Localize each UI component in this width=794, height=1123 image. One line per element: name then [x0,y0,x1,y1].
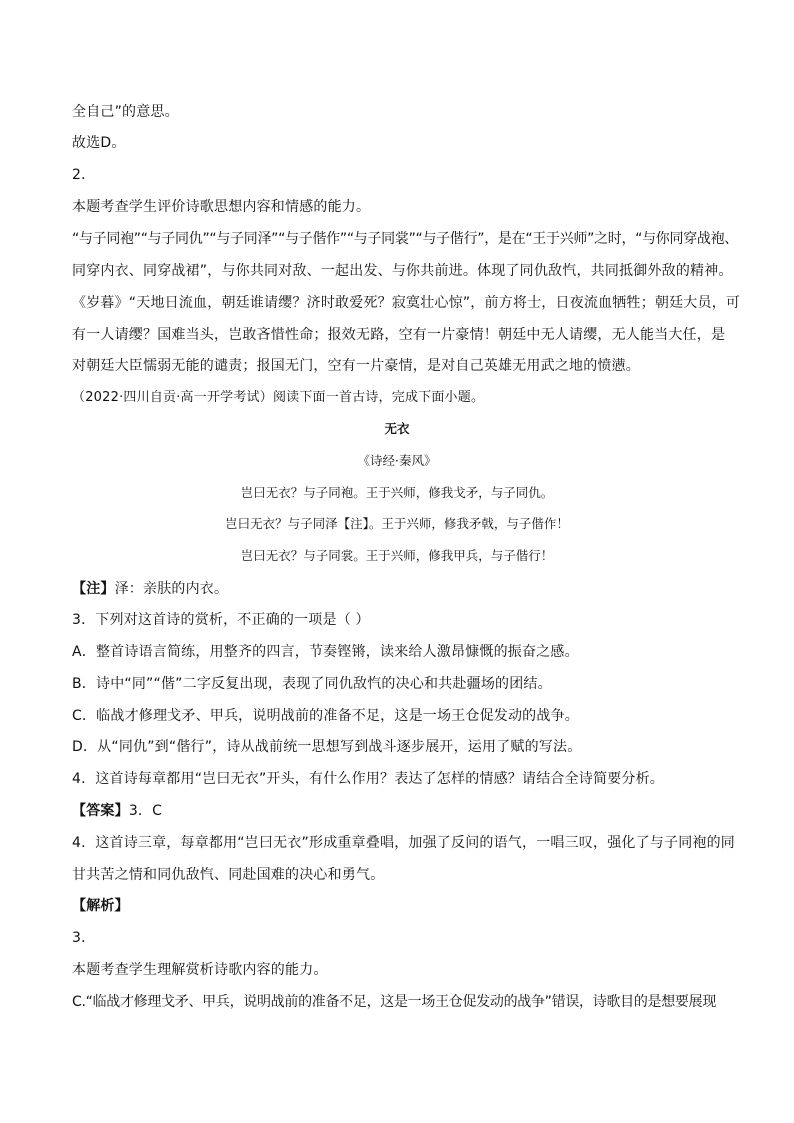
question-source: （2022·四川自贡·高一开学考试）阅读下面一首古诗，完成下面小题。 [72,390,485,405]
note-text: 泽：亲肤的内衣。 [114,581,229,597]
poem-note [72,579,732,599]
option-b: B．诗中“同”“偕”二字反复出现，表现了同仇敌忾的决心和共赴疆场的团结。 [72,676,552,692]
option-a: A．整首诗语言简练，用整齐的四言，节奏铿锵，读来给人激昂慷慨的振奋之感。 [72,644,579,660]
analysis-tag: 【解析】 [72,898,129,914]
analysis-paragraph-line: 同穿内衣、同穿战裙”，与你共同对敌、一起出发、与你共前进。体现了同仇敌忾，共同抵御外敌的精神。 [72,263,733,279]
analysis-paragraph-line: 有一人请缨？国难当头，岂敢吝惜性命；报效无路，空有一片豪情！朝廷中无人请缨，无人能当大任，是 [72,327,726,343]
poem-subtitle: 《诗经·秦风》 [357,453,437,468]
analysis-intro: 本题考查学生评价诗歌思想内容和情感的能力。 [72,199,371,215]
poem-stanza: 岂曰无衣？与子同泽【注】。王于兴师，修我矛戟，与子偕作！ [225,516,569,531]
analysis-number: 3． [72,930,96,946]
analysis-paragraph-line: “与子同袍”“与子同仇”“与子同泽”“与子偕作”“与子同裳”“与子偕行”，是在“王于兴师”之时，“与你同穿战袍、 [72,231,738,247]
answer-tag: 【答案】 [72,803,129,819]
answer-q3: 3．C [128,803,163,819]
poem-title: 无衣 [384,421,410,436]
analysis-paragraph-line: 《岁暮》“天地日流血，朝廷谁请缨？济时敢爱死？寂寞壮心惊”，前方将士，日夜流血牺牲；朝廷大员，可 [72,295,741,311]
question-4-stem: 4．这首诗每章都用“岂曰无衣”开头，有什么作用？表达了怎样的情感？请结合全诗简要分析。 [72,771,665,787]
question-3-stem: 3．下列对这首诗的赏析，不正确的一项是（ ） [72,612,370,628]
option-d: D．从“同仇”到“偕行”，诗从战前统一思想写到战斗逐步展开，运用了赋的写法。 [72,739,582,755]
analysis-intro: 本题考查学生理解赏析诗歌内容的能力。 [72,962,328,978]
answer-q4-line: 甘共苦之情和同仇敌忾、同赴国难的决心和勇气。 [72,867,385,883]
answer-line [72,801,732,821]
prev-answer-text: 全自己”的意思。 [72,104,179,120]
question-number: 2． [72,167,96,183]
analysis-paragraph-line: 对朝廷大臣懦弱无能的谴责；报国无门，空有一片豪情，是对自己英雄无用武之地的愤懑。 [72,358,640,374]
prev-answer-choice: 故选D。 [72,135,126,151]
note-tag: 【注】 [72,581,115,597]
answer-q4-line: 4．这首诗三章，每章都用“岂曰无衣”形成重章叠唱，加强了反问的语气，一唱三叹，强化了与子同袍的同 [72,835,736,851]
analysis-text: C.“临战才修理戈矛、甲兵，说明战前的准备不足，这是一场王仓促发动的战争”错误，诗歌目的是想要展现 [72,994,717,1010]
poem-stanza: 岂曰无衣？与子同裳。王于兴师，修我甲兵，与子偕行！ [240,548,554,563]
option-c: C．临战才修理戈矛、甲兵，说明战前的准备不足，这是一场王仓促发动的战争。 [72,708,579,724]
poem-stanza: 岂曰无衣？与子同袍。王于兴师，修我戈矛，与子同仇。 [240,485,554,500]
